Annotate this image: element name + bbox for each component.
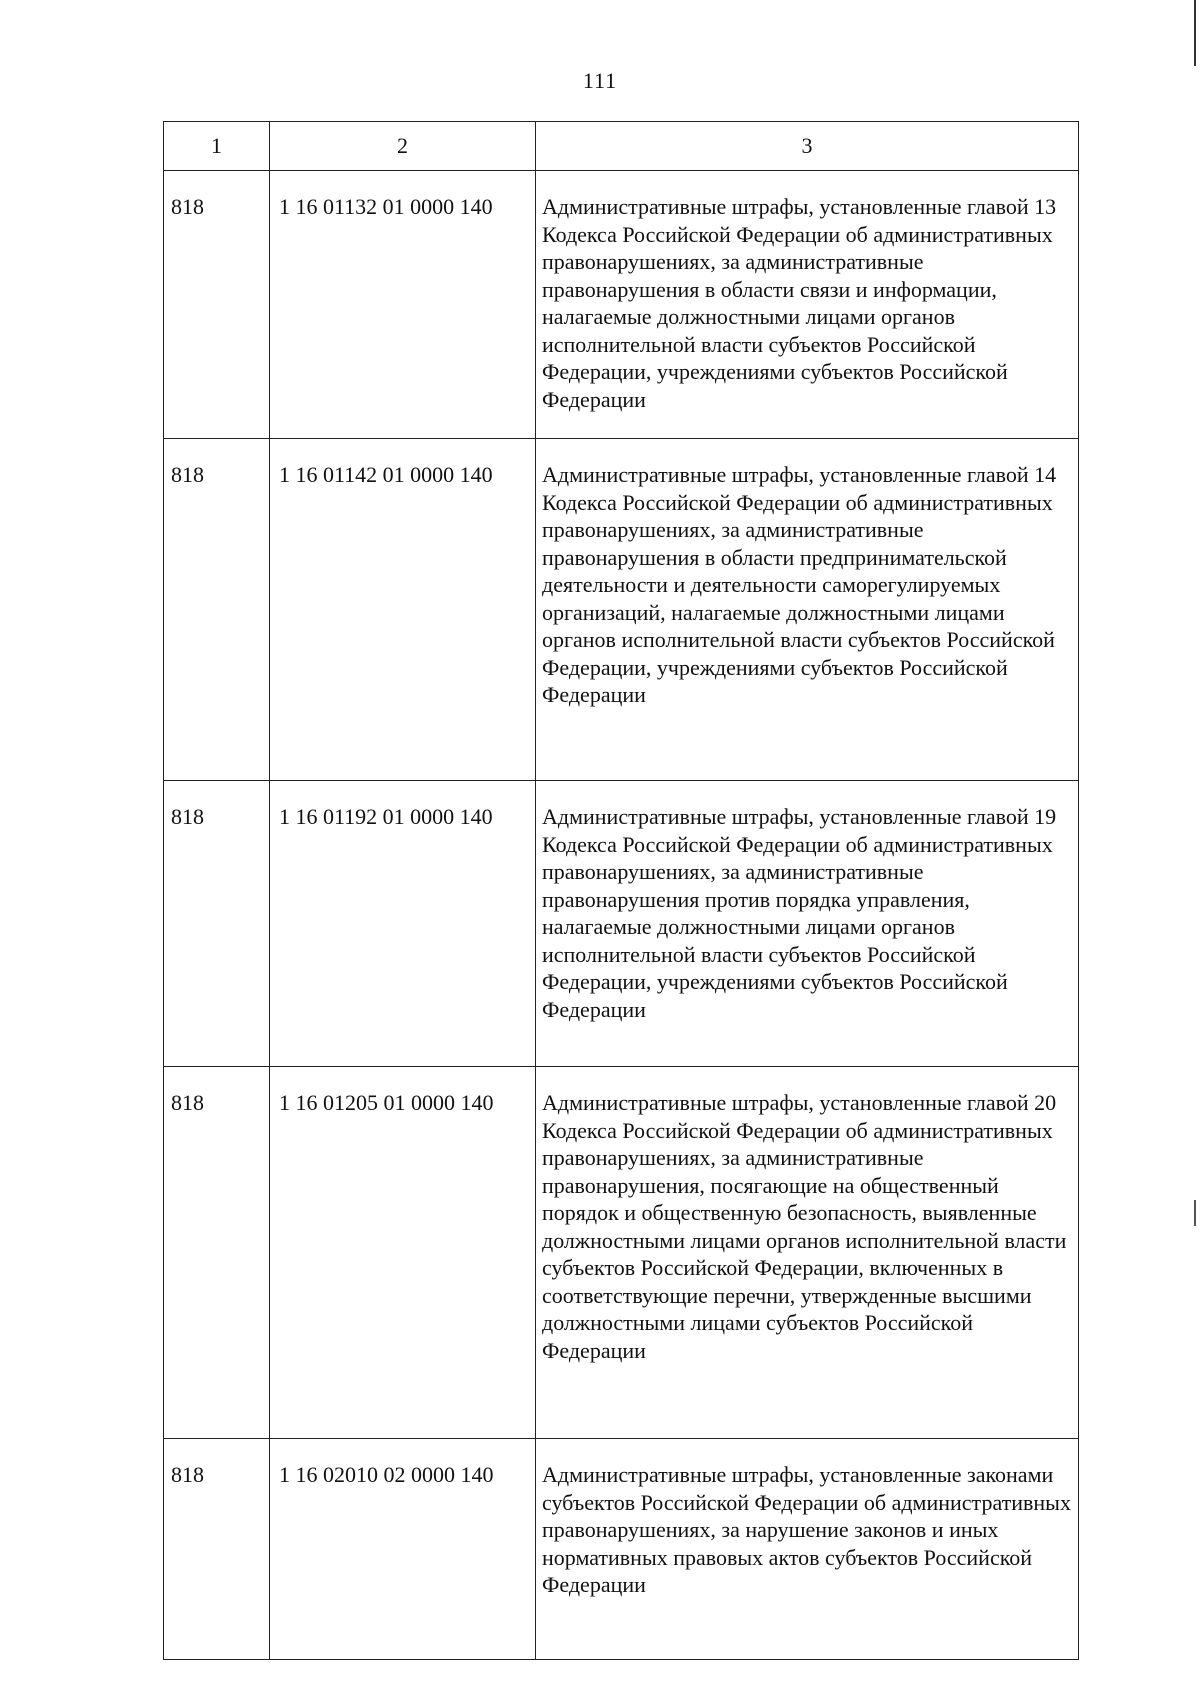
scan-margin-line — [1194, 0, 1196, 66]
column-header-2: 2 — [270, 122, 536, 171]
budget-code-cell: 1 16 02010 02 0000 140 — [270, 1439, 536, 1660]
description-cell: Административные штрафы, установленные главой 19 Кодекса Российской Федерации об административных правонарушениях, за административные правонарушения против порядка управления, налагаемые должностными лицами органов исполнительной власти субъектов Российской Федерации, учреждениями субъектов Российской Федерации — [536, 781, 1079, 1067]
admin-code-cell: 818 — [164, 171, 270, 439]
description-cell: Административные штрафы, установленные законами субъектов Российской Федерации об административных правонарушениях, за нарушение законов и иных нормативных правовых актов субъектов Российской Федерации — [536, 1439, 1079, 1660]
description-cell: Административные штрафы, установленные главой 14 Кодекса Российской Федерации об административных правонарушениях, за административные правонарушения в области предпринимательской деятельности и деятельности саморегулируемых организаций, налагаемые должностными лицами органов исполнительной власти субъектов Российской Федерации, учреждениями субъектов Российской Федерации — [536, 439, 1079, 781]
table-row — [164, 1067, 1079, 1439]
scan-margin-mark — [1194, 1200, 1196, 1226]
budget-code-cell: 1 16 01192 01 0000 140 — [270, 781, 536, 1067]
admin-code-cell: 818 — [164, 781, 270, 1067]
admin-code-cell: 818 — [164, 439, 270, 781]
description-cell: Административные штрафы, установленные главой 20 Кодекса Российской Федерации об административных правонарушениях, за административные правонарушения, посягающие на общественный порядок и общественную безопасность, выявленные должностными лицами органов исполнительной власти субъектов Российской Федерации, включенных в соответствующие перечни, утвержденные высшими должностными лицами субъектов Российской Федерации — [536, 1067, 1079, 1439]
page-number: 111 — [582, 68, 618, 93]
column-header-3: 3 — [536, 122, 1079, 171]
table-row — [164, 781, 1079, 1067]
budget-codes-table — [163, 121, 1079, 1660]
budget-code-cell: 1 16 01205 01 0000 140 — [270, 1067, 536, 1439]
column-header-1: 1 — [164, 122, 270, 171]
table-row — [164, 439, 1079, 781]
admin-code-cell: 818 — [164, 1439, 270, 1660]
budget-code-cell: 1 16 01132 01 0000 140 — [270, 171, 536, 439]
table-row — [164, 1439, 1079, 1660]
admin-code-cell: 818 — [164, 1067, 270, 1439]
table-row — [164, 171, 1079, 439]
budget-code-cell: 1 16 01142 01 0000 140 — [270, 439, 536, 781]
description-cell: Административные штрафы, установленные главой 13 Кодекса Российской Федерации об административных правонарушениях, за административные правонарушения в области связи и информации, налагаемые должностными лицами органов исполнительной власти субъектов Российской Федерации, учреждениями субъектов Российской Федерации — [536, 171, 1079, 439]
table-header-row — [164, 122, 1079, 171]
